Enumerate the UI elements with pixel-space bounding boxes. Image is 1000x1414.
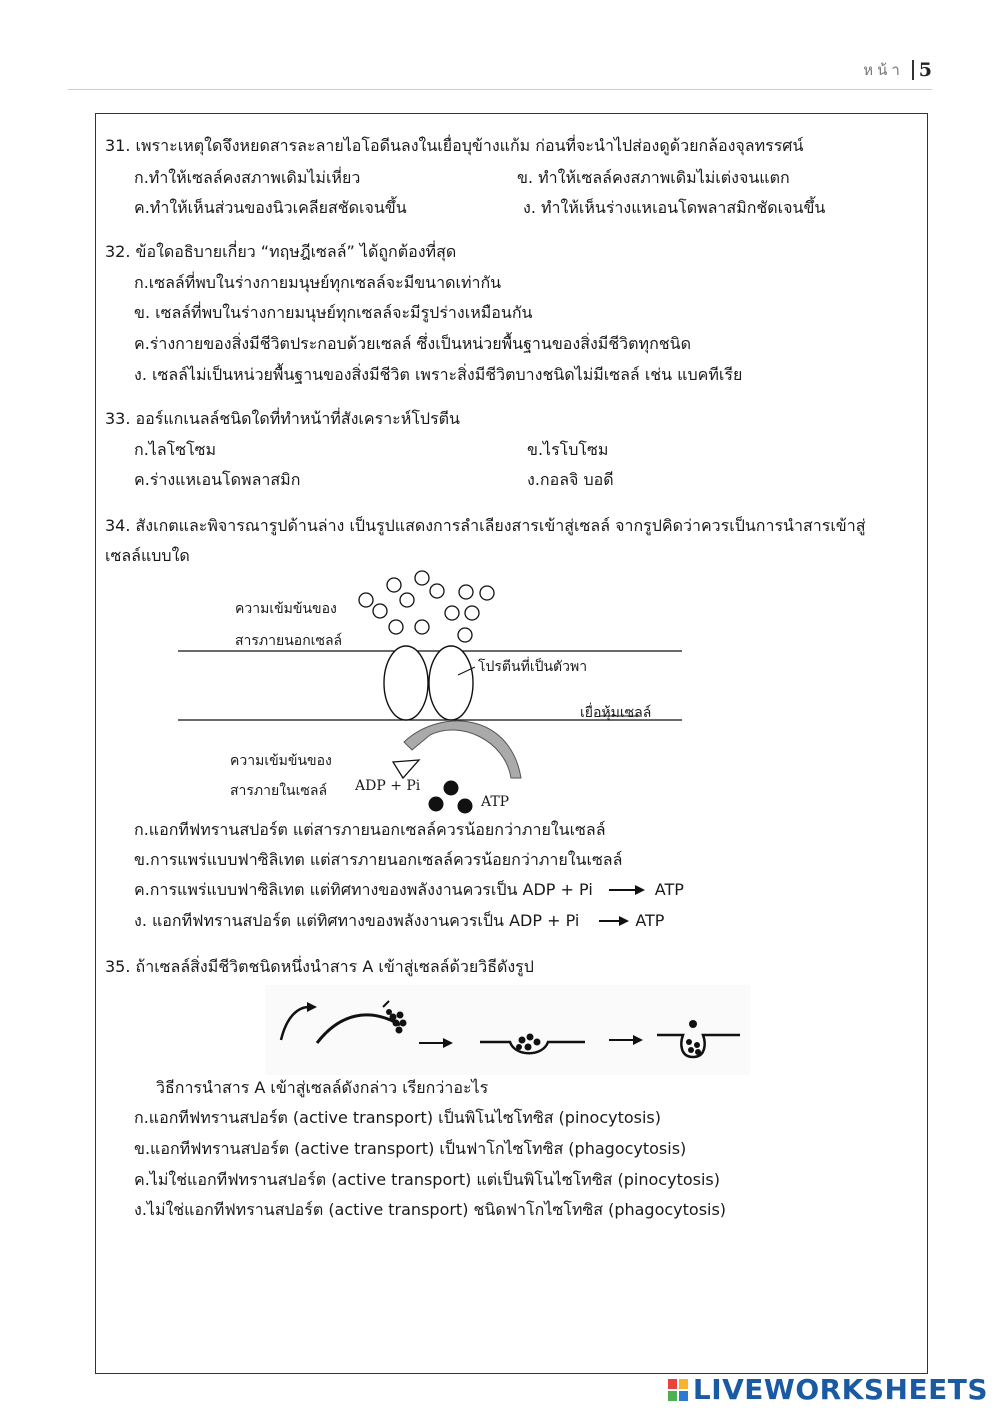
adp-pi-label: ADP + Pi bbox=[355, 778, 421, 794]
q34-option-d-text: ง. แอกทีฟทรานสปอร์ต แต่ทิศทางของพลังงานควรเป็น ADP + Pi bbox=[134, 911, 580, 930]
q34-stem-line2: เซลล์แบบใด bbox=[105, 546, 190, 565]
q33-option-d: ง.กอลจิ บอดี bbox=[527, 470, 614, 489]
q35-option-a: ก.แอกทีฟทรานสปอร์ต (active transport) เป็นพิโนไซโทซิส (pinocytosis) bbox=[134, 1108, 661, 1127]
arrow-right-icon bbox=[607, 883, 647, 897]
q31-option-d: ง. ทำให้เห็นร่างแหเอนโดพลาสมิกชัดเจนขึ้น bbox=[523, 198, 826, 217]
q34-option-a: ก.แอกทีฟทรานสปอร์ต แต่สารภายนอกเซลล์ควรน้อยกว่าภายในเซลล์ bbox=[134, 820, 606, 839]
inside-concentration-label-2: สารภายในเซลล์ bbox=[230, 783, 328, 799]
q31-option-c: ค.ทำให้เห็นส่วนของนิวเคลียสชัดเจนขึ้น bbox=[134, 198, 407, 217]
atp-dot-1 bbox=[444, 781, 459, 796]
brand-logo-icon bbox=[668, 1379, 688, 1401]
energy-arc-arrow bbox=[404, 721, 521, 778]
liveworksheets-logo[interactable] bbox=[668, 1373, 988, 1406]
q31-option-b: ข. ทำให้เซลล์คงสภาพเดิมไม่เต่งจนแตก bbox=[517, 168, 790, 187]
q32-option-d: ง. เซลล์ไม่เป็นหน่วยพื้นฐานของสิ่งมีชีวิต เพราะสิ่งมีชีวิตบางชนิดไม่มีเซลล์ เช่น แบคทีเรีย bbox=[134, 365, 743, 384]
membrane-label: เยื่อหุ้มเซลล์ bbox=[580, 705, 652, 721]
atp-dot-2 bbox=[429, 797, 444, 812]
q34-option-c-end: ATP bbox=[654, 880, 684, 899]
q33-stem: 33. ออร์แกเนลล์ชนิดใดที่ทำหน้าที่สังเคราะห์โปรตีน bbox=[105, 409, 460, 428]
energy-arrowhead bbox=[393, 760, 419, 778]
q34-option-c bbox=[134, 880, 684, 900]
q35-option-c: ค.ไม่ใช่แอกทีฟทรานสปอร์ต (active transport) แต่เป็นพิโนไซโทซิส (pinocytosis) bbox=[134, 1170, 720, 1189]
q34-option-b: ข.การแพร่แบบฟาซิลิเทต แต่สารภายนอกเซลล์ควรน้อยกว่าภายในเซลล์ bbox=[134, 850, 623, 869]
q35-option-b: ข.แอกทีฟทรานสปอร์ต (active transport) เป็นฟาโกไซโทซิส (phagocytosis) bbox=[134, 1139, 687, 1158]
q32-option-b: ข. เซลล์ที่พบในร่างกายมนุษย์ทุกเซลล์จะมีรูปร่างเหมือนกัน bbox=[134, 303, 533, 322]
q35-subquestion: วิธีการนำสาร A เข้าสู่เซลล์ดังกล่าว เรียกว่าอะไร bbox=[156, 1078, 489, 1097]
phagocytosis-diagram bbox=[265, 985, 750, 1075]
page-label: หน้า bbox=[863, 61, 904, 79]
carrier-protein-left bbox=[384, 646, 428, 720]
outside-concentration-label-1: ความเข้มข้นของ bbox=[235, 601, 337, 617]
atp-dot-3 bbox=[458, 799, 473, 814]
q32-stem: 32. ข้อใดอธิบายเกี่ยว “ทฤษฎีเซลล์” ได้ถูกต้องที่สุด bbox=[105, 242, 457, 261]
q31-stem: 31. เพราะเหตุใดจึงหยดสารละลายไอโอดีนลงในเยื่อบุข้างแก้ม ก่อนที่จะนำไปส่องดูด้วยกล้องจุลทรรศน์ bbox=[105, 136, 804, 155]
inside-concentration-label-1: ความเข้มข้นของ bbox=[230, 753, 332, 769]
q34-stem-line1: 34. สังเกตและพิจารณารูปด้านล่าง เป็นรูปแสดงการลำเลียงสารเข้าสู่เซลล์ จากรูปคิดว่าควรเป็นการนำสารเข้าสู่ bbox=[105, 516, 866, 535]
q34-option-c-text: ค.การแพร่แบบฟาซิลิเทต แต่ทิศทางของพลังงานควรเป็น ADP + Pi bbox=[134, 880, 593, 899]
q32-option-c: ค.ร่างกายของสิ่งมีชีวิตประกอบด้วยเซลล์ ซึ่งเป็นหน่วยพื้นฐานของสิ่งมีชีวิตทุกชนิด bbox=[134, 334, 691, 353]
q34-option-d bbox=[134, 911, 664, 931]
q33-option-b: ข.ไรโบโซม bbox=[527, 440, 609, 459]
carrier-protein-right bbox=[429, 646, 473, 720]
q33-option-a: ก.ไลโซโซม bbox=[134, 440, 217, 459]
solute-molecules bbox=[359, 571, 494, 642]
atp-label: ATP bbox=[481, 794, 510, 810]
carrier-protein-label: โปรตีนที่เป็นตัวพา bbox=[478, 659, 588, 675]
brand-name: LIVEWORKSHEETS bbox=[692, 1373, 988, 1406]
q33-option-c: ค.ร่างแหเอนโดพลาสมิก bbox=[134, 470, 301, 489]
page-number: 5 bbox=[918, 59, 932, 81]
outside-concentration-label-2: สารภายนอกเซลล์ bbox=[235, 633, 343, 649]
q34-option-d-end: ATP bbox=[635, 911, 665, 930]
q35-option-d: ง.ไม่ใช่แอกทีฟทรานสปอร์ต (active transport) ชนิดฟาโกไซโทซิส (phagocytosis) bbox=[134, 1200, 727, 1219]
q31-option-a: ก.ทำให้เซลล์คงสภาพเดิมไม่เหี่ยว bbox=[134, 168, 361, 187]
q35-stem: 35. ถ้าเซลล์สิ่งมีชีวิตชนิดหนึ่งนำสาร A เข้าสู่เซลล์ด้วยวิธีดังรูป bbox=[105, 957, 534, 976]
q32-option-a: ก.เซลล์ที่พบในร่างกายมนุษย์ทุกเซลล์จะมีขนาดเท่ากัน bbox=[134, 273, 502, 292]
arrow-right-icon bbox=[597, 914, 631, 928]
